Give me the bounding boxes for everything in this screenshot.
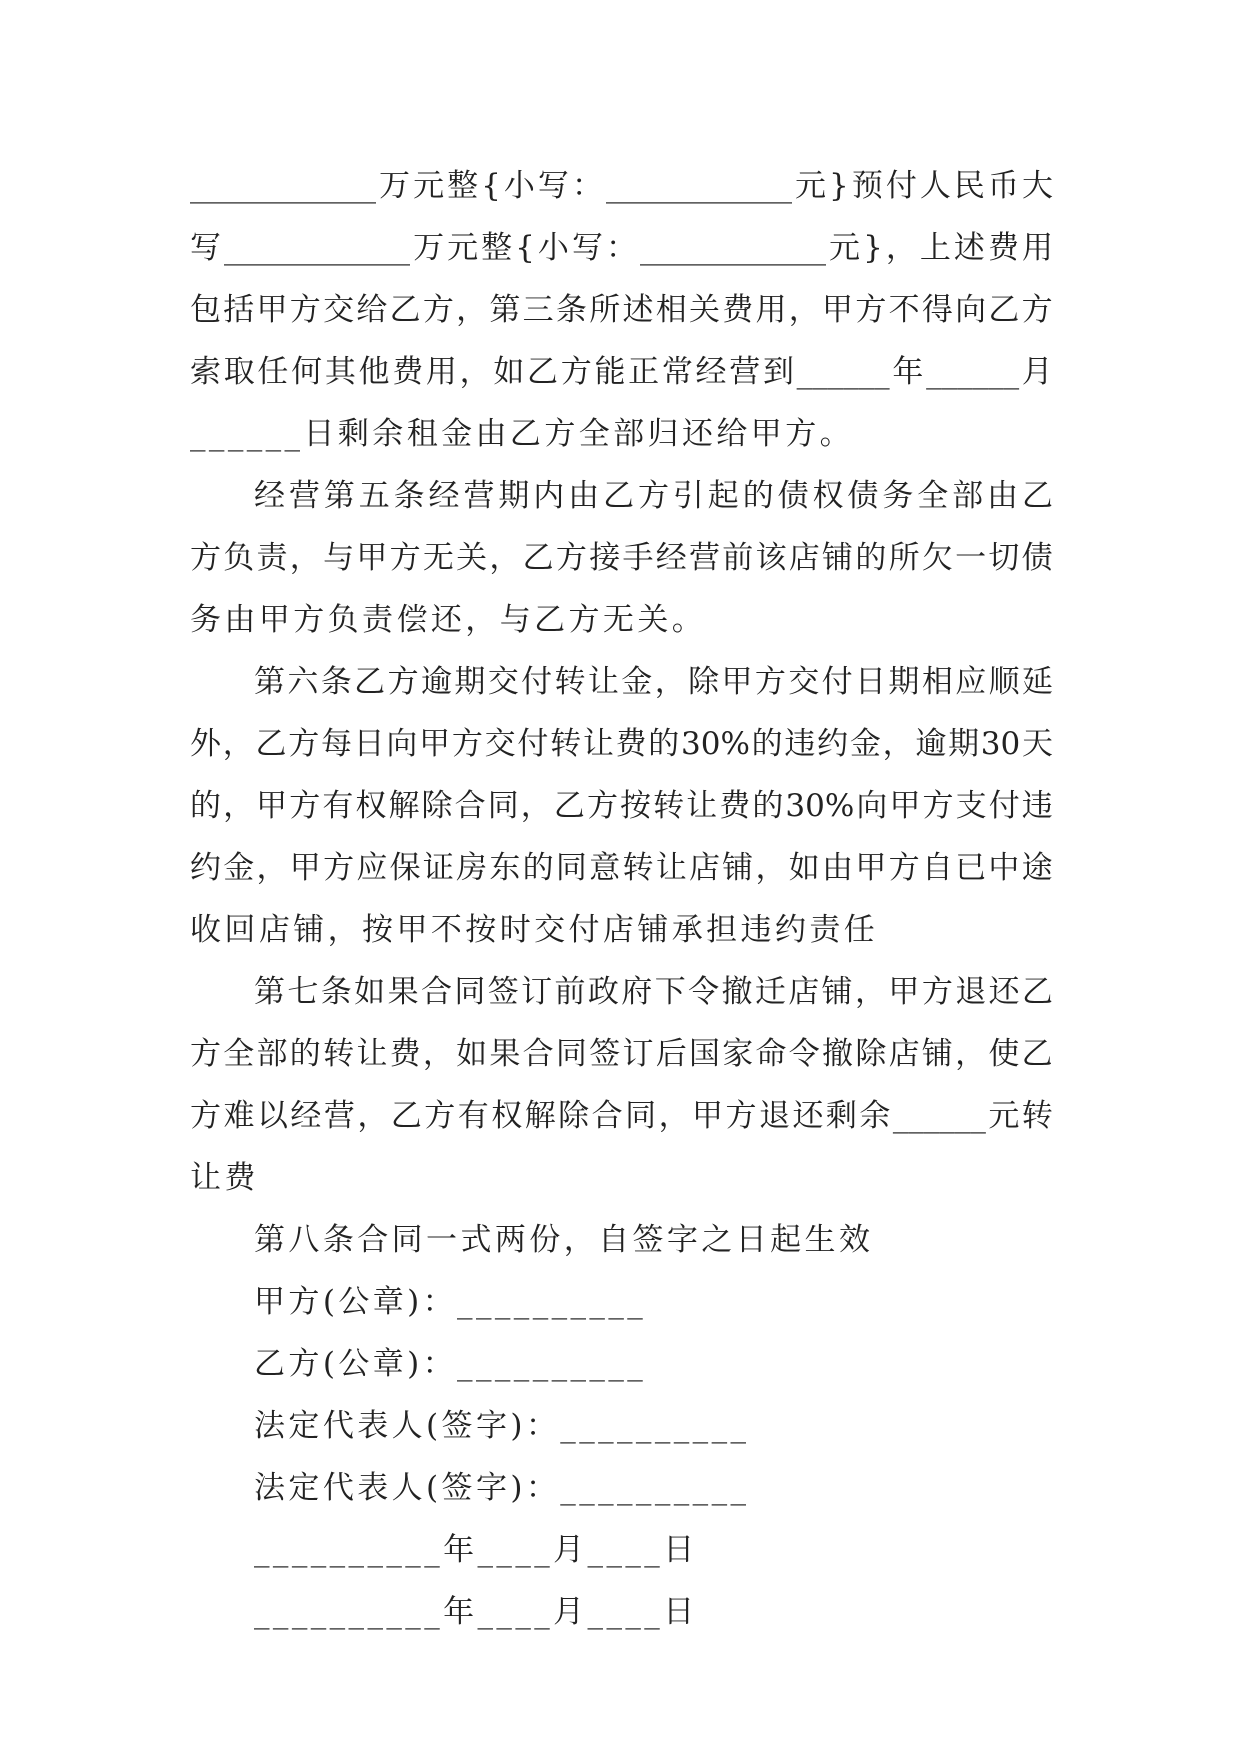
text-line: 让费: [190, 1160, 259, 1196]
text-line: 的 ， 甲 方 有 权 解 除 合 同 ， 乙 方 按 转 让 费 的 30% 向 甲 方 支 付 违: [190, 788, 1053, 824]
signature-line-party-a: 甲方(公章)：__________: [254, 1284, 647, 1320]
text-line: 收回店铺，按甲不按时交付店铺承担违约责任: [190, 912, 879, 948]
text-line: 第八条合同一式两份，自签字之日起生效: [254, 1222, 874, 1258]
signature-line-representative: 法定代表人(签字)：__________: [254, 1408, 750, 1444]
text-line: ____________ 万 元 整 { 小 写 ： ____________ 元 } 预 付 人 民 币 大: [190, 168, 1053, 204]
text-line: 第 六 条 乙 方 逾 期 交 付 转 让 金 ， 除 甲 方 交 付 日 期 相 应 顺 延: [254, 664, 1053, 700]
text-line: 包 括 甲 方 交 给 乙 方 ， 第 三 条 所 述 相 关 费 用 ， 甲 方 不 得 向 乙 方: [190, 292, 1053, 328]
date-line: __________年____月____日: [254, 1594, 698, 1630]
text-line: 约 金 ， 甲 方 应 保 证 房 东 的 同 意 转 让 店 铺 ， 如 由 甲 方 自 已 中 途: [190, 850, 1053, 886]
document-page: [190, 155, 1053, 1643]
text-line: 方 难 以 经 营 ， 乙 方 有 权 解 除 合 同 ， 甲 方 退 还 剩 余 ______ 元 转: [190, 1098, 1053, 1134]
signature-line-party-b: 乙方(公章)：__________: [254, 1346, 647, 1382]
text-line: 写 ____________ 万 元 整 { 小 写 ： ____________ 元 } ， 上 述 费 用: [190, 230, 1053, 266]
text-line: 务由甲方负责偿还，与乙方无关。: [190, 602, 707, 638]
text-line: 第 七 条 如 果 合 同 签 订 前 政 府 下 令 撤 迁 店 铺 ， 甲 方 退 还 乙: [254, 974, 1053, 1010]
text-line: 方 负 责 ， 与 甲 方 无 关 ， 乙 方 接 手 经 营 前 该 店 铺 的 所 欠 一 切 债: [190, 540, 1053, 576]
text-line: ______日剩余租金由乙方全部归还给甲方。: [190, 416, 855, 452]
text-line: 方 全 部 的 转 让 费 ， 如 果 合 同 签 订 后 国 家 命 令 撤 除 店 铺 ， 使 乙: [190, 1036, 1053, 1072]
signature-line-representative: 法定代表人(签字)：__________: [254, 1470, 750, 1506]
text-line: 索 取 任 何 其 他 费 用 ， 如 乙 方 能 正 常 经 营 到 ______ 年 ______ 月: [190, 354, 1053, 390]
text-line: 外 ， 乙 方 每 日 向 甲 方 交 付 转 让 费 的 30% 的 违 约 金 ， 逾 期 30 天: [190, 726, 1053, 762]
date-line: __________年____月____日: [254, 1532, 698, 1568]
text-line: 经 营 第 五 条 经 营 期 内 由 乙 方 引 起 的 债 权 债 务 全 部 由 乙: [254, 478, 1053, 514]
